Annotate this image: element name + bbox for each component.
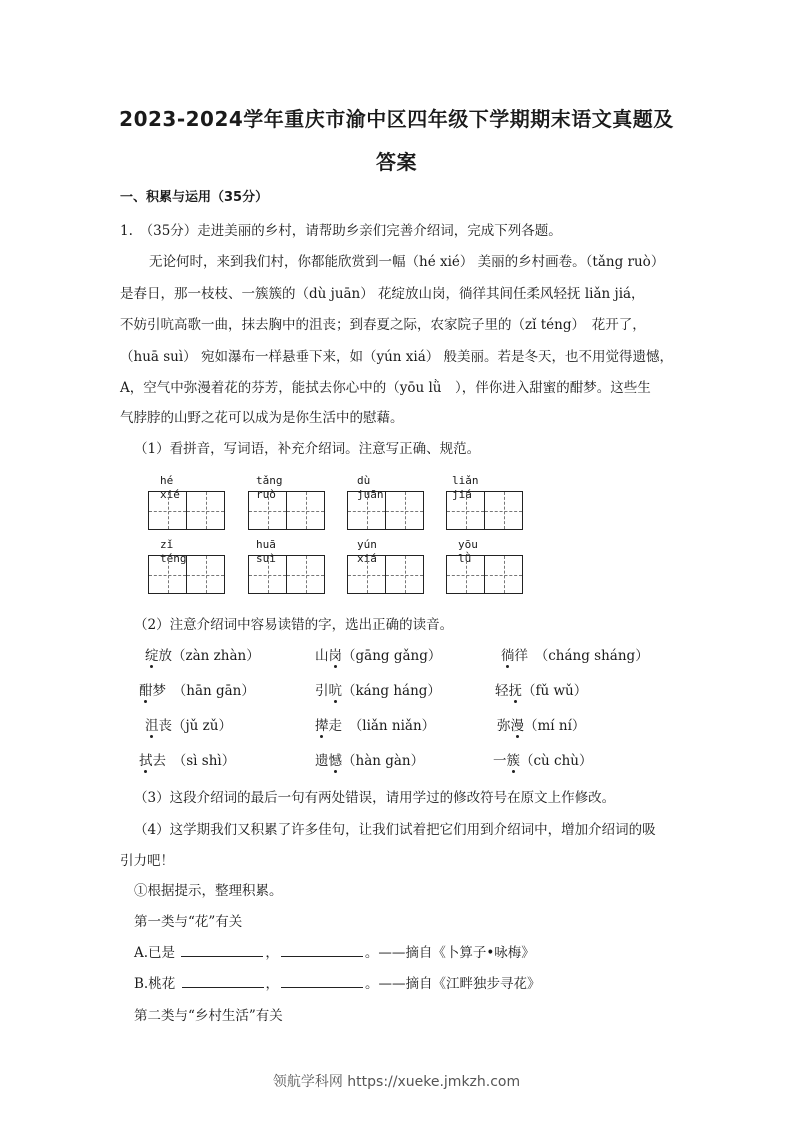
char-boxes[interactable] (446, 491, 523, 530)
reading-choice[interactable]: 引吭（káng háng） (315, 679, 441, 699)
pinyin-label: zǐ téng (160, 538, 196, 565)
passage-line-4: （huā suì） 宛如瀑布一样悬垂下来，如（yún xiá） 般美丽。若是冬天，也不用觉得遗憾， (120, 349, 674, 365)
doc-title-line2: 答案 (376, 150, 417, 174)
page-footer: 领航学科网 https://xueke.jmkzh.com (272, 1074, 521, 1090)
reading-choice[interactable]: 沮丧（jǔ zǔ） (145, 714, 232, 734)
reading-choice[interactable]: 轻抚（fǔ wǔ） (495, 679, 587, 699)
sub-question-1: （1）看拼音，写词语，补充介绍词。注意写正确、规范。 (134, 441, 481, 457)
reading-choice[interactable]: 酣梦 （hān gān） (139, 679, 255, 699)
reading-choice[interactable]: 绽放（zàn zhàn） (145, 644, 260, 664)
source-citation: 。——摘自《江畔独步寻花》 (365, 976, 541, 992)
doc-title-line1: 2023-2024学年重庆市渝中区四年级下学期期末语文真题及 (119, 107, 674, 131)
fill-label: A.已是 (134, 945, 176, 961)
answer-blank[interactable] (181, 943, 263, 957)
source-citation: 。——摘自《卜算子•咏梅》 (364, 945, 535, 961)
answer-blank[interactable] (281, 943, 363, 957)
passage-line-2: 是春日，那一枝枝、一簇簇的（dù juān） 花绽放山岗，徜徉其间任柔风轻抚 liǎn jiá， (120, 286, 645, 302)
pinyin-label: yún xiá (357, 538, 388, 565)
pinyin-label: hé xié (160, 474, 185, 501)
reading-choice[interactable]: 拭去 （sì shì） (139, 749, 235, 769)
reading-choice[interactable]: 一簇（cù chù） (493, 749, 593, 769)
reading-choice[interactable]: 遗憾（hàn gàn） (315, 749, 424, 769)
reading-choice[interactable]: 徜徉 （cháng sháng） (501, 644, 649, 664)
char-boxes[interactable] (248, 491, 325, 530)
answer-blank[interactable] (182, 974, 264, 988)
char-boxes[interactable] (148, 555, 225, 594)
passage-line-3: 不妨引吭高歌一曲，抹去胸中的沮丧；到春夏之际，农家院子里的（zǐ téng） 花开了， (120, 317, 646, 333)
item-1: ①根据提示，整理积累。 (134, 883, 283, 899)
sub-question-2: （2）注意介绍词中容易读错的字，选出正确的读音。 (134, 617, 454, 633)
category-1: 第一类与“花”有关 (134, 914, 243, 930)
answer-blank[interactable] (281, 974, 363, 988)
pinyin-label: liǎn jiá (452, 474, 490, 501)
pinyin-label: tǎng ruò (256, 474, 294, 501)
pinyin-label: yōu lǜ (458, 538, 489, 565)
reading-choice[interactable]: 撵走 （liǎn niǎn） (315, 714, 435, 734)
sub-question-3: （3）这段介绍词的最后一句有两处错误，请用学过的修改符号在原文上作修改。 (134, 790, 616, 806)
section-heading: 一、积累与运用（35分） (120, 190, 269, 205)
sub-question-4-cont: 引力吧！ (120, 853, 174, 869)
pinyin-label: dù juān (357, 474, 384, 501)
passage-line-5: A，空气中弥漫着花的芬芳，能拭去你心中的（yōu lǜ ），伴你进入甜蜜的酣梦。这些生 (120, 380, 651, 396)
fill-line-b: B.桃花 ， 。——摘自《江畔独步寻花》 (134, 976, 541, 992)
fill-label: B.桃花 (134, 976, 176, 992)
char-boxes[interactable] (446, 555, 523, 594)
fill-line-a: A.已是 ， 。——摘自《卜算子•咏梅》 (134, 945, 535, 961)
reading-choice[interactable]: 弥漫（mí ní） (497, 714, 585, 734)
passage-line-1: 无论何时，来到我们村，你都能欣赏到一幅（hé xié） 美丽的乡村画卷。（tǎng ruò） (149, 254, 665, 270)
pinyin-label: huā suì (256, 538, 287, 565)
char-boxes[interactable] (248, 555, 325, 594)
category-2: 第二类与“乡村生活”有关 (134, 1008, 283, 1024)
passage-line-6: 气脖脖的山野之花可以成为是你生活中的慰藉。 (120, 410, 404, 426)
sub-question-4: （4）这学期我们又积累了许多佳句，让我们试着把它们用到介绍词中，增加介绍词的吸 (134, 822, 656, 838)
char-boxes[interactable] (148, 491, 225, 530)
question-1: 1. （35分）走进美丽的乡村，请帮助乡亲们完善介绍词，完成下列各题。 (120, 223, 562, 239)
reading-choice[interactable]: 山岗（gāng gǎng） (315, 644, 441, 664)
char-boxes[interactable] (347, 491, 424, 530)
char-boxes[interactable] (347, 555, 424, 594)
